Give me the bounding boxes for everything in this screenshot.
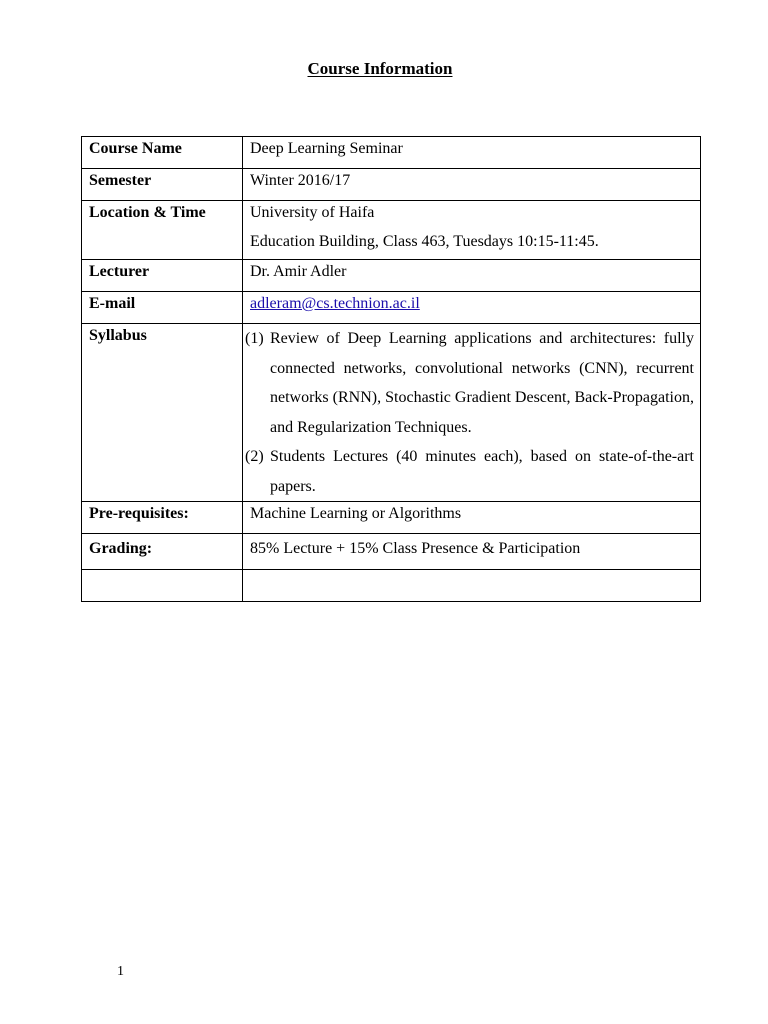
location-line-1: University of Haifa [250, 204, 375, 221]
label-email: E-mail [82, 292, 243, 324]
label-course-name: Course Name [82, 137, 243, 169]
table-row-grading [82, 534, 701, 570]
syllabus-item-number: (2) [245, 448, 264, 465]
table-row-course-name [82, 137, 701, 169]
label-empty [82, 570, 243, 602]
email-link[interactable]: adleram@cs.technion.ac.il [250, 295, 420, 312]
label-grading: Grading: [82, 534, 243, 570]
table-row-empty [82, 570, 701, 602]
value-grading: 85% Lecture + 15% Class Presence & Participation [243, 534, 701, 570]
label-location-time: Location & Time [82, 201, 243, 260]
list-item [243, 442, 700, 501]
label-semester: Semester [82, 169, 243, 201]
value-lecturer: Dr. Amir Adler [243, 260, 701, 292]
label-prerequisites: Pre-requisites: [82, 502, 243, 534]
value-syllabus [243, 324, 701, 502]
value-course-name: Deep Learning Seminar [243, 137, 701, 169]
table-row-lecturer [82, 260, 701, 292]
table-row-semester [82, 169, 701, 201]
syllabus-item-number: (1) [245, 330, 264, 347]
table-row-location-time [82, 201, 701, 260]
table-row-syllabus [82, 324, 701, 502]
syllabus-list [243, 324, 700, 501]
syllabus-item-text: Students Lectures (40 minutes each), based on state-of-the-art papers. [270, 448, 694, 495]
value-empty [243, 570, 701, 602]
value-prerequisites: Machine Learning or Algorithms [243, 502, 701, 534]
list-item [243, 324, 700, 442]
document-title: Course Information [307, 59, 453, 78]
value-semester: Winter 2016/17 [243, 169, 701, 201]
location-line-2: Education Building, Class 463, Tuesdays 10:15-11:45. [250, 233, 599, 250]
course-info-table [81, 136, 701, 602]
table-row-email [82, 292, 701, 324]
syllabus-item-text: Review of Deep Learning applications and architectures: fully connected networks, convolutional networks (CNN), recurrent networks (RNN), Stochastic Gradient Descent, Back-Propagation, and Regularization Techniques. [270, 330, 694, 436]
value-location-time [243, 201, 701, 260]
label-lecturer: Lecturer [82, 260, 243, 292]
table-row-prerequisites [82, 502, 701, 534]
value-email [243, 292, 701, 324]
page-number: 1 [117, 964, 124, 979]
label-syllabus: Syllabus [82, 324, 243, 502]
